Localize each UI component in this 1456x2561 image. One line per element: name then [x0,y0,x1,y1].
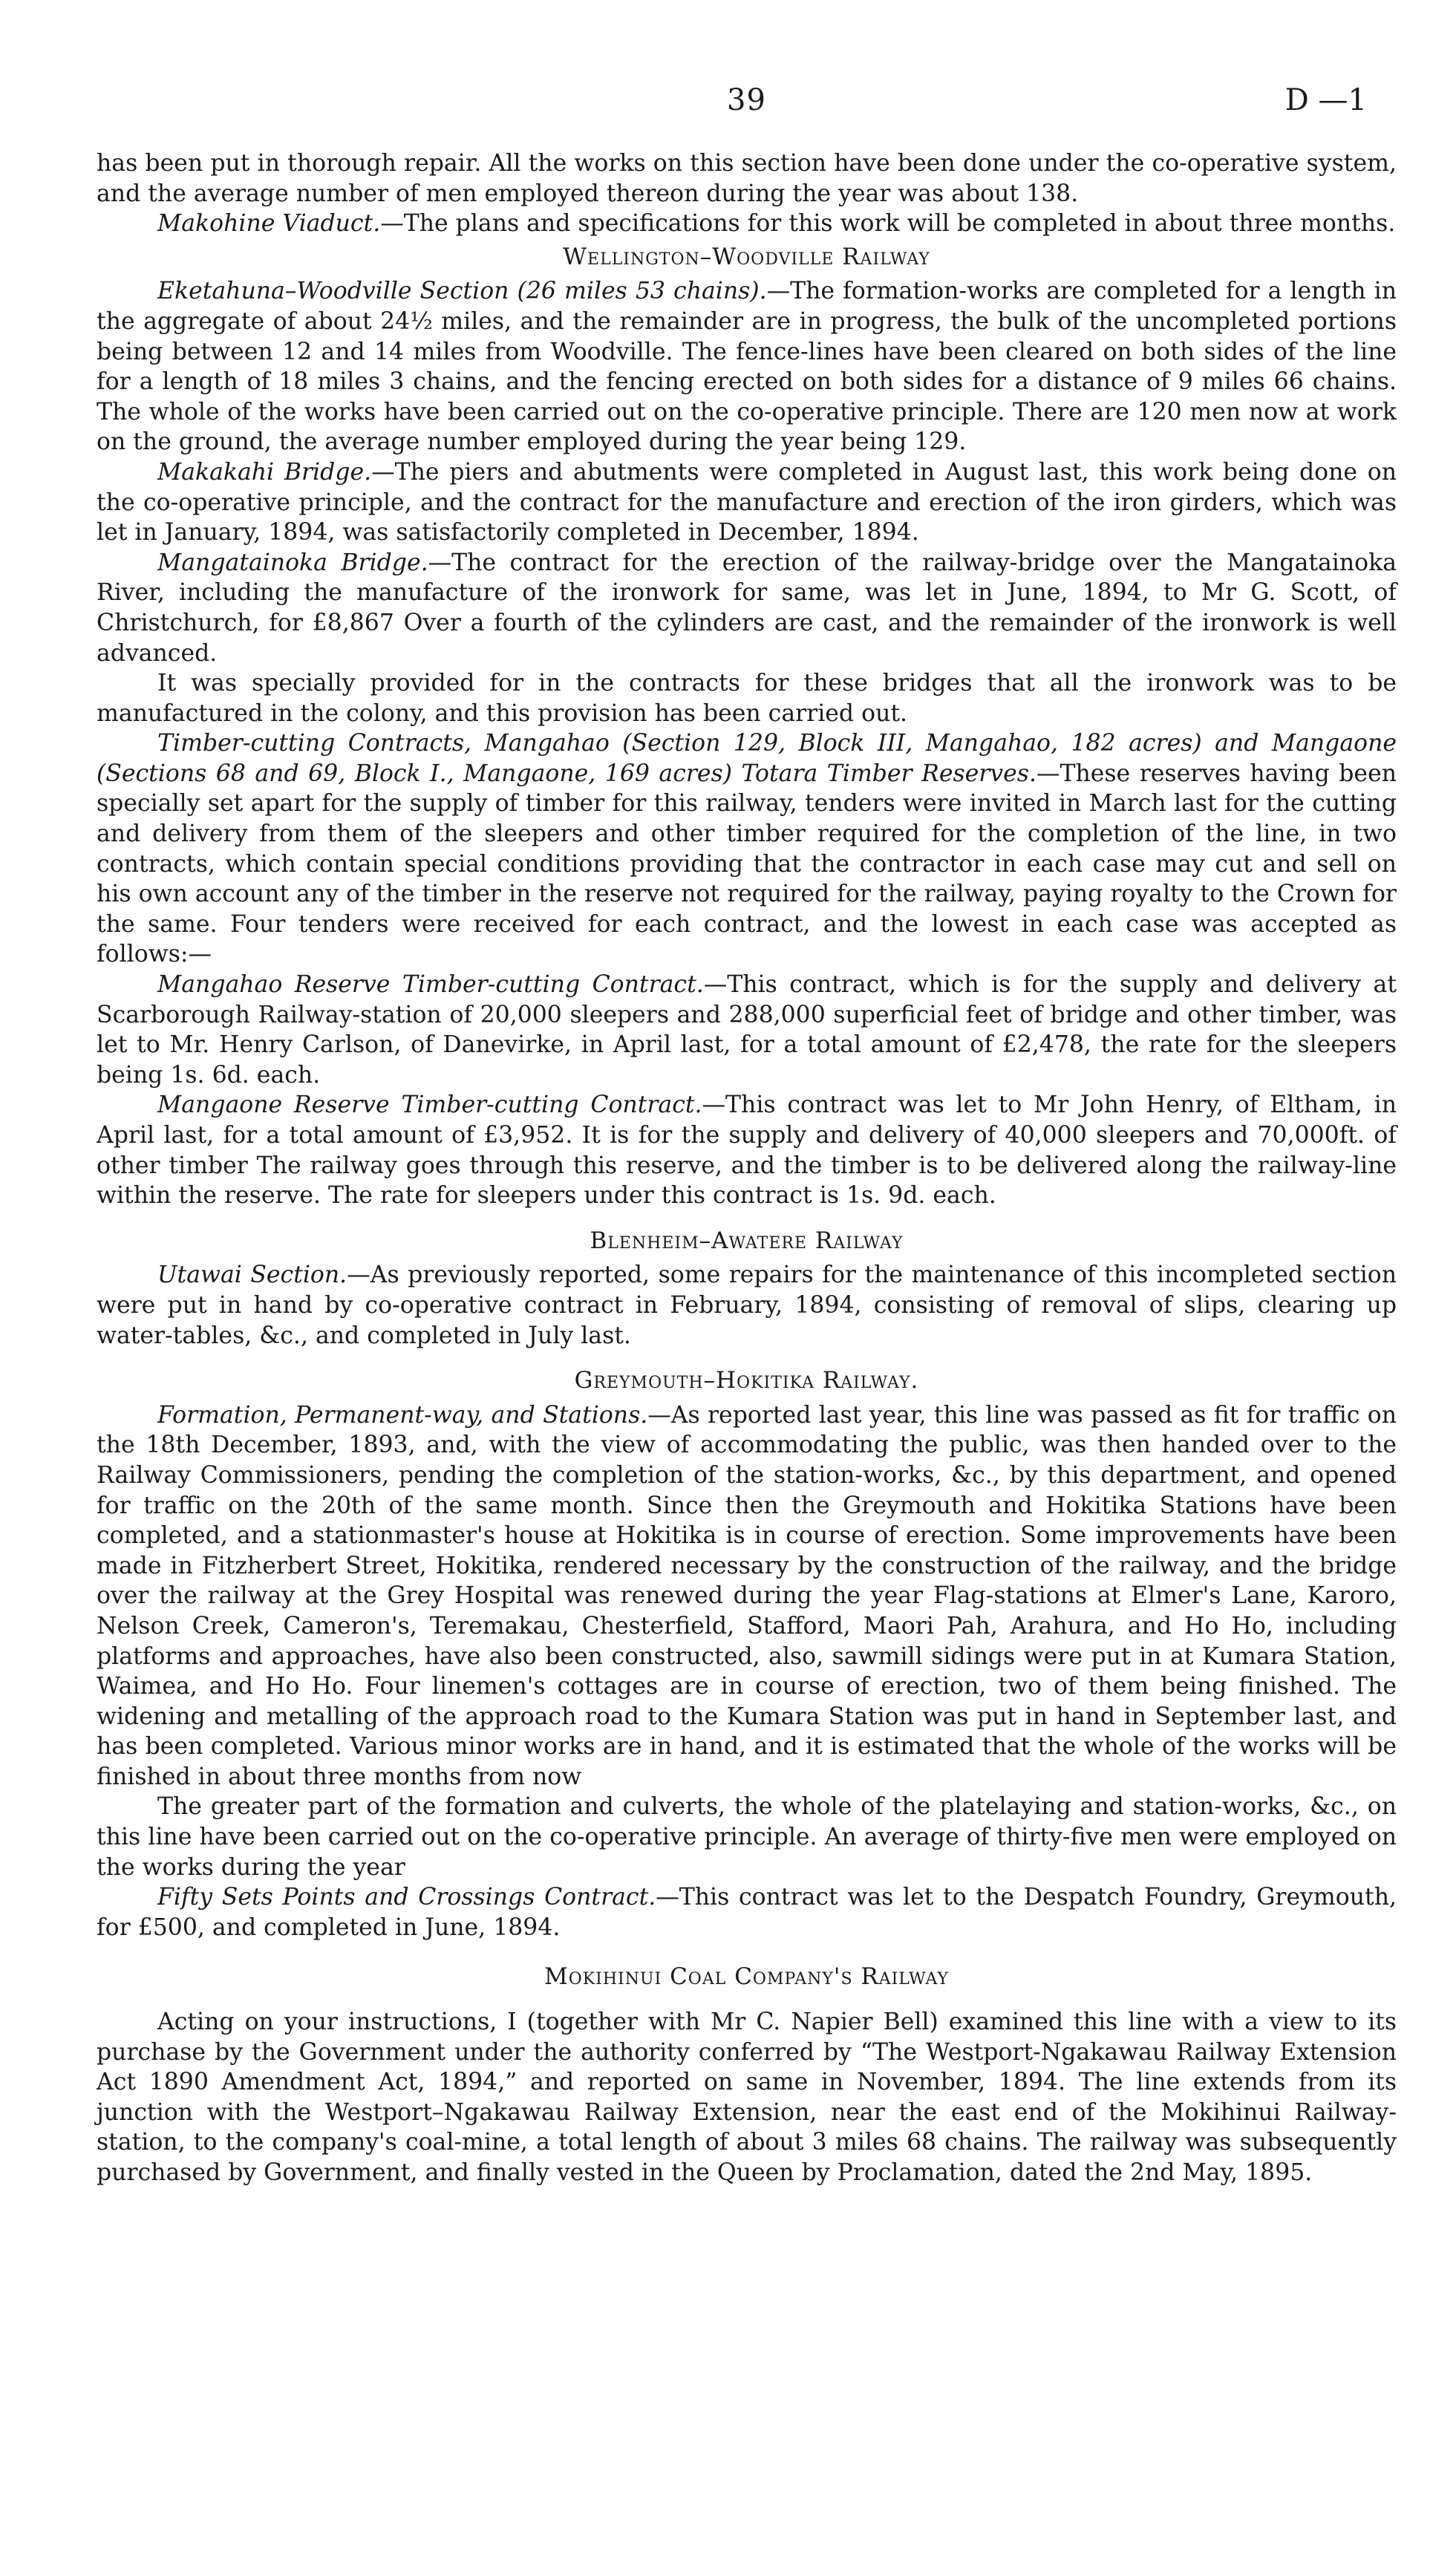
paragraph-title: Makakahi Bridge. [157,458,372,486]
paragraph-text: —The contract for the erection of the railway-bridge over the Mangatainoka River, including the manufacture of the ironwork for same, was let in June, 1894, to Mr G. Scott, of Christchurch, for £8,867 Over a fourth of the cylinders are cast, and the remainder of the ironwork is well advanced. [97,549,1397,667]
paragraph [97,548,1397,668]
paragraph-title: Mangaone Reserve Timber-cutting Contract. [157,1092,702,1119]
paragraph-text: The greater part of the formation and culverts, the whole of the platelaying and station-works, &c., on this line have been carried out on the co-operative principle. An average of thirty-five men were employed on the works during the year [97,1793,1397,1881]
paragraph [97,276,1397,457]
paragraph [97,1090,1397,1210]
section-heading: Wellington–Woodville Railway [563,243,930,270]
paragraph-title: Fifty Sets Points and Crossings Contract. [157,1884,656,1911]
paragraph-title: Eketahuna–Woodville Section (26 miles 53 chains). [157,278,767,305]
paragraph-text: Acting on your instructions, I (together with Mr C. Napier Bell) examined this line with a view to its purchase by the Government under the authority conferred by “The Westport-Ngakawau Railway Extension Act 1890 Amendment Act, 1894,” and reported on same in November, 1894. The line extends from its junction with the Westport–Ngakawau Railway Extension, near the east end of the Mokihinui Railway-station, to the company's coal-mine, a total length of about 3 miles 68 chains. The railway was subsequently purchased by Government, and finally vested in the Queen by Proclamation, dated the 2nd May, 1895. [97,2009,1397,2186]
section-heading: Blenheim–Awatere Railway [590,1227,904,1254]
document-reference: D —1 [1284,83,1367,117]
paragraph-text: —These reserves having been specially set apart for the supply of timber for this railway, tenders were invited in March last for the cutting and delivery from them of the sleepers and other timber required for the completion of the line, in two contracts, which contain special conditions providing that the contractor in each case may cut and sell on his own account any of the timber in the reserve not required for the railway, paying royalty to the Crown for the same. Four tenders were received for each contract, and the lowest in each case was accepted as follows:— [97,760,1397,968]
paragraph-text: —This contract was let to the Despatch Foundry, Greymouth, for £500, and completed in June, 1894. [97,1884,1397,1941]
paragraph-text: —As previously reported, some repairs for the maintenance of this incompleted section were put in hand by co-operative contract in February, 1894, consisting of removal of slips, clearing up water-tables, &c., and completed in July last. [97,1262,1397,1349]
paragraph-text: —The formation-works are completed for a length in the aggregate of about 24½ miles, and the remainder are in progress, the bulk of the uncompleted portions being between 12 and 14 miles from Woodville. The fence-lines have been cleared on both sides of the line for a length of 18 miles 3 chains, and the fencing erected on both sides for a distance of 9 miles 66 chains. The whole of the works have been carried out on the co-operative principle. There are 120 men now at work on the ground, the average number employed during the year being 129. [97,278,1397,456]
paragraph [97,209,1397,239]
paragraph-text: It was specially provided for in the contracts for these bridges that all the ironwork was to be manufactured in the colony, and this provision has been carried out. [97,670,1397,727]
paragraph [97,1882,1397,1942]
page-header [97,83,1397,135]
paragraph-text: —As reported last year, this line was passed as fit for traffic on the 18th December, 1893, and, with the view of accommodating the public, was then handed over to the Railway Commissioners, pending the completion of the station-works, &c., by this department, and opened for traffic on the 20th of the same month. Since then the Greymouth and Hokitika Stations have been completed, and a stationmaster's house at Hokitika is in course of erection. Some improvements have been made in Fitzherbert Street, Hokitika, rendered necessary by the construction of the railway, and the bridge over the railway at the Grey Hospital was renewed during the year Flag-stations at Elmer's Lane, Karoro, Nelson Creek, Cameron's, Teremakau, Chesterfield, Stafford, Maori Pah, Arahura, and Ho Ho, including platforms and approaches, have also been constructed, also, sawmill sidings were put in at Kumara Station, Waimea, and Ho Ho. Four linemen's cottages are in course of erection, two of them being finished. The widening and metalling of the approach road to the Kumara Station was put in hand in September last, and has been completed. Various minor works are in hand, and it is estimated that the whole of the works will be finished in about three months from now [97,1401,1397,1790]
paragraph [97,149,1397,209]
paragraph [97,970,1397,1090]
paragraph-title: Makohine Viaduct. [157,210,381,238]
paragraph-title: Mangahao Reserve Timber-cutting Contract. [157,971,704,999]
paragraph [97,2007,1397,2188]
paragraph-text: —The piers and abutments were completed in August last, this work being done on the co-operative principle, and the contract for the manufacture and erection of the iron girders, which was let in January, 1894, was satisfactorily completed in December, 1894. [97,458,1397,547]
paragraph-text: —This contract was let to Mr John Henry, of Eltham, in April last, for a total amount of £3,952. It is for the supply and delivery of 40,000 sleepers and 70,000ft. of other timber The railway goes through this reserve, and the timber is to be delivered along the railway-line within the reserve. The rate for sleepers under this contract is 1s. 9d. each. [97,1092,1397,1210]
body-text [97,149,1397,2188]
section-heading: Greymouth–Hokitika Railway. [574,1367,919,1394]
page-number: 39 [727,83,766,117]
paragraph-text: —This contract, which is for the supply and delivery at Scarborough Railway-station of 20,000 sleepers and 288,000 superficial feet of bridge and other timber, was let to Mr. Henry Carlson, of Danevirke, in April last, for a total amount of £2,478, the rate for the sleepers being 1s. 6d. each. [97,971,1397,1089]
paragraph-text: —The plans and specifications for this work will be completed in about three months. [380,210,1396,238]
paragraph-text: has been put in thorough repair. All the works on this section have been done under the co-operative system, and the average number of men employed thereon during the year was about 138. [97,150,1397,207]
paragraph [97,668,1397,728]
paragraph [97,1792,1397,1882]
paragraph-title: Mangatainoka Bridge. [157,549,428,576]
paragraph-title: Formation, Permanent-way, and Stations. [157,1401,648,1429]
paragraph-title: Utawai Section. [157,1262,347,1289]
paragraph [97,728,1397,970]
paragraph-title: Timber-cutting Contracts, Mangahao (Section 129, Block III, Mangahao, 182 acres) and Mangaone (Sections 68 and 69, Block I., Mangaone, 169 acres) Totara Timber Reserves. [97,730,1397,787]
paragraph [97,1260,1397,1351]
paragraph [97,457,1397,548]
paragraph [97,1400,1397,1792]
section-heading: Mokihinui Coal Company's Railway [543,1963,950,1991]
